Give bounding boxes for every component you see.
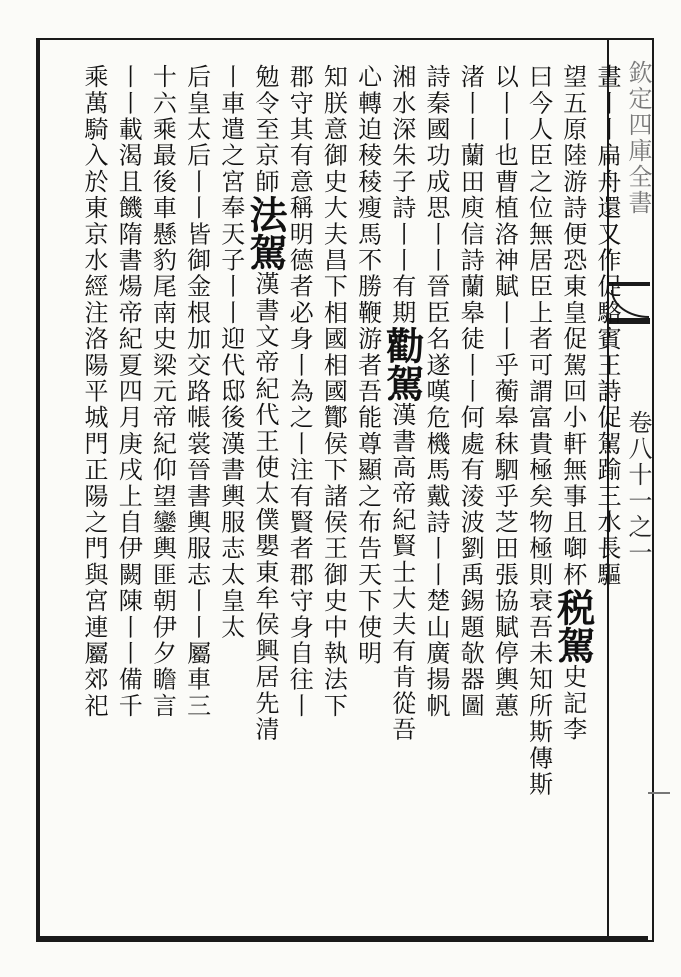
column-text: 渚丨丨蘭田庾信詩蘭皋徒丨丨何處有淩波劉禹錫題欹器圖	[456, 64, 485, 719]
column-text: 丨車遣之	[216, 64, 245, 169]
book-title-margin: 欽定四庫全書	[624, 60, 652, 216]
column-text: 晝丨丨扁舟還又作促駱賓王詩促駕踰三水長驅	[593, 64, 621, 588]
column-text: 詩秦國功成思丨丨晉臣名遂嘆危機馬戴詩丨丨楚山廣揚帆	[422, 64, 450, 719]
text-column	[69, 64, 119, 924]
column-text: 游者吾能尊顯之布告天下使明	[353, 326, 382, 667]
headword: 税駕	[550, 588, 596, 664]
column-text: 漢書文帝紀代王使太僕嬰東牟侯興居先清	[251, 271, 279, 743]
column-text: 知朕意御史大夫昌下相國相國酇侯下諸侯王御史中執法下	[319, 64, 348, 719]
headword: 法駕	[243, 195, 288, 271]
bottom-border	[36, 936, 648, 940]
column-text: 以丨丨也曹植洛神賦丨丨乎蘅皋秣駟乎芝田張協賦停輿蕙	[490, 64, 519, 719]
column-text: 十六乘最後車懸豹尾南史梁元帝紀仰望鑾輿匪朝伊夕瞻言	[148, 64, 177, 719]
column-text: 斯傳斯	[524, 719, 553, 798]
column-text: 后皇太后丨丨皆御金根加交路帳裳晉書輿服志丨丨屬車三	[182, 64, 211, 719]
margin-rule	[648, 792, 670, 794]
column-text: 望五原陸游詩便恐東皇促駕回小軒無事且啣杯	[558, 64, 587, 588]
column-text: 史記李	[558, 664, 587, 743]
column-text: 乘萬騎入於東京水經注洛陽平城門正陽之門與宮連屬郊祀	[80, 64, 108, 719]
column-text: 曰今人臣之位無居臣上者可謂富貴極矣物極則衰吾未知所	[524, 64, 553, 719]
headword: 勸駕	[379, 326, 425, 402]
column-text: 湘水深朱子詩丨丨有期	[387, 64, 416, 326]
column-text: 丨丨載渴且饑隋書煬帝紀夏四月庚戌上自伊闕陳丨丨備千	[114, 64, 143, 719]
column-text: 心轉迫稜稜瘦馬不勝鞭	[353, 64, 382, 326]
volume-label: 卷八十一之一	[624, 410, 652, 566]
column-text: 勉令至京師	[251, 64, 279, 195]
column-text: 宮奉天子丨丨迎代邸後漢書輿服志太皇太	[216, 168, 245, 641]
column-text: 郡守其有意稱明德者必身丨為之丨注有賢者郡守身自往丨	[285, 64, 314, 719]
column-text: 漢書高帝紀賢士大夫有肯從吾	[387, 402, 416, 743]
